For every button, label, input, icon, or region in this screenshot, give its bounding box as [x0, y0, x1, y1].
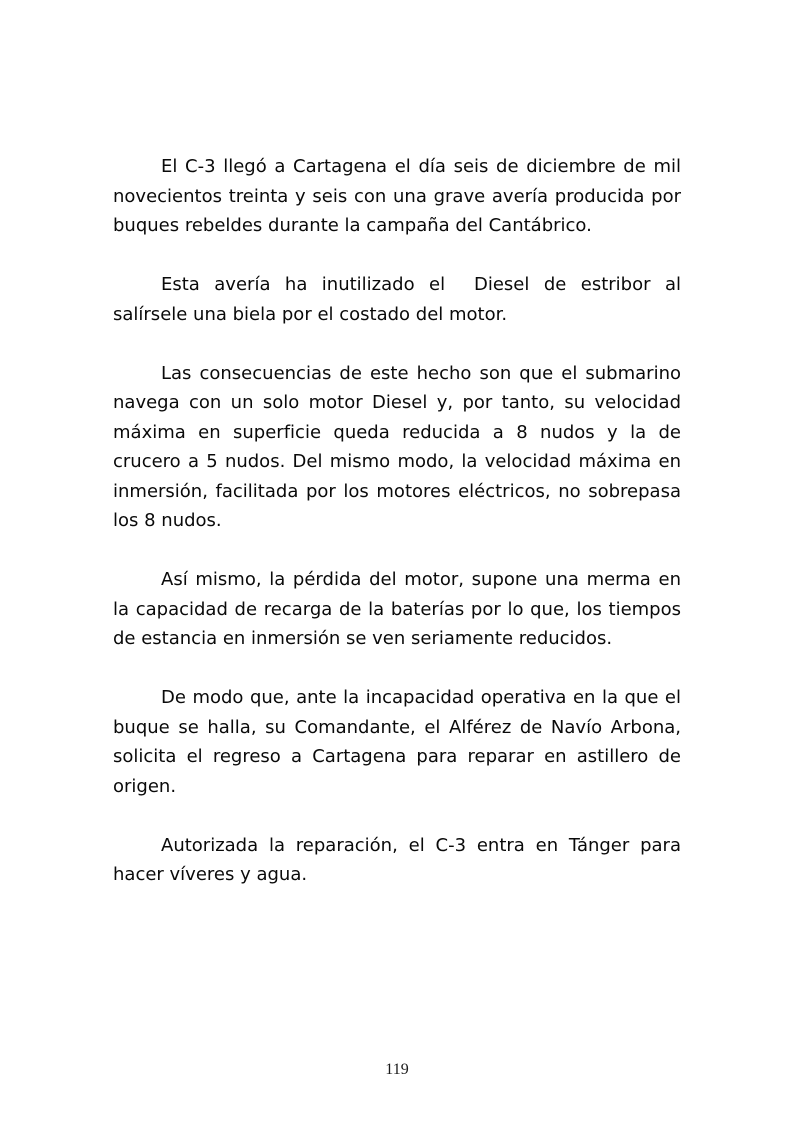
paragraph-tanger: Autorizada la reparación, el C-3 entra en Tánger para hacer víveres y agua. [113, 834, 687, 885]
paragraph-baterias: Así mismo, la pérdida del motor, supone una merma en la capacidad de recarga de la baterías por lo que, los tiempos de estancia en inmersión se ven seriamente reducidos. [113, 569, 687, 649]
body-text [113, 152, 687, 919]
paragraph-arrival-cartagena: El C-3 llegó a Cartagena el día seis de diciembre de mil novecientos treinta y seis con una grave avería producida por buques rebeldes durante la campaña del Cantábrico. [113, 156, 687, 236]
paragraph-averia-diesel: Esta avería ha inutilizado el Diesel de estribor al salírsele una biela por el costado del motor. [113, 274, 687, 325]
page-number: 119 [385, 1061, 409, 1078]
paragraph-consecuencias: Las consecuencias de este hecho son que el submarino navega con un solo motor Diesel y, por tanto, su velocidad máxima en superficie queda reducida a 8 nudos y la de crucero a 5 nudos. Del mismo modo, la velocidad máxima en inmersión, facilitada por los motores eléctricos, no sobrepasa los 8 nudos. [113, 362, 687, 531]
paragraph-regreso-cartagena: De modo que, ante la incapacidad operativa en la que el buque se halla, su Comandante, el Alférez de Navío Arbona, solicita el regreso a Cartagena para reparar en astillero de origen. [113, 687, 687, 797]
